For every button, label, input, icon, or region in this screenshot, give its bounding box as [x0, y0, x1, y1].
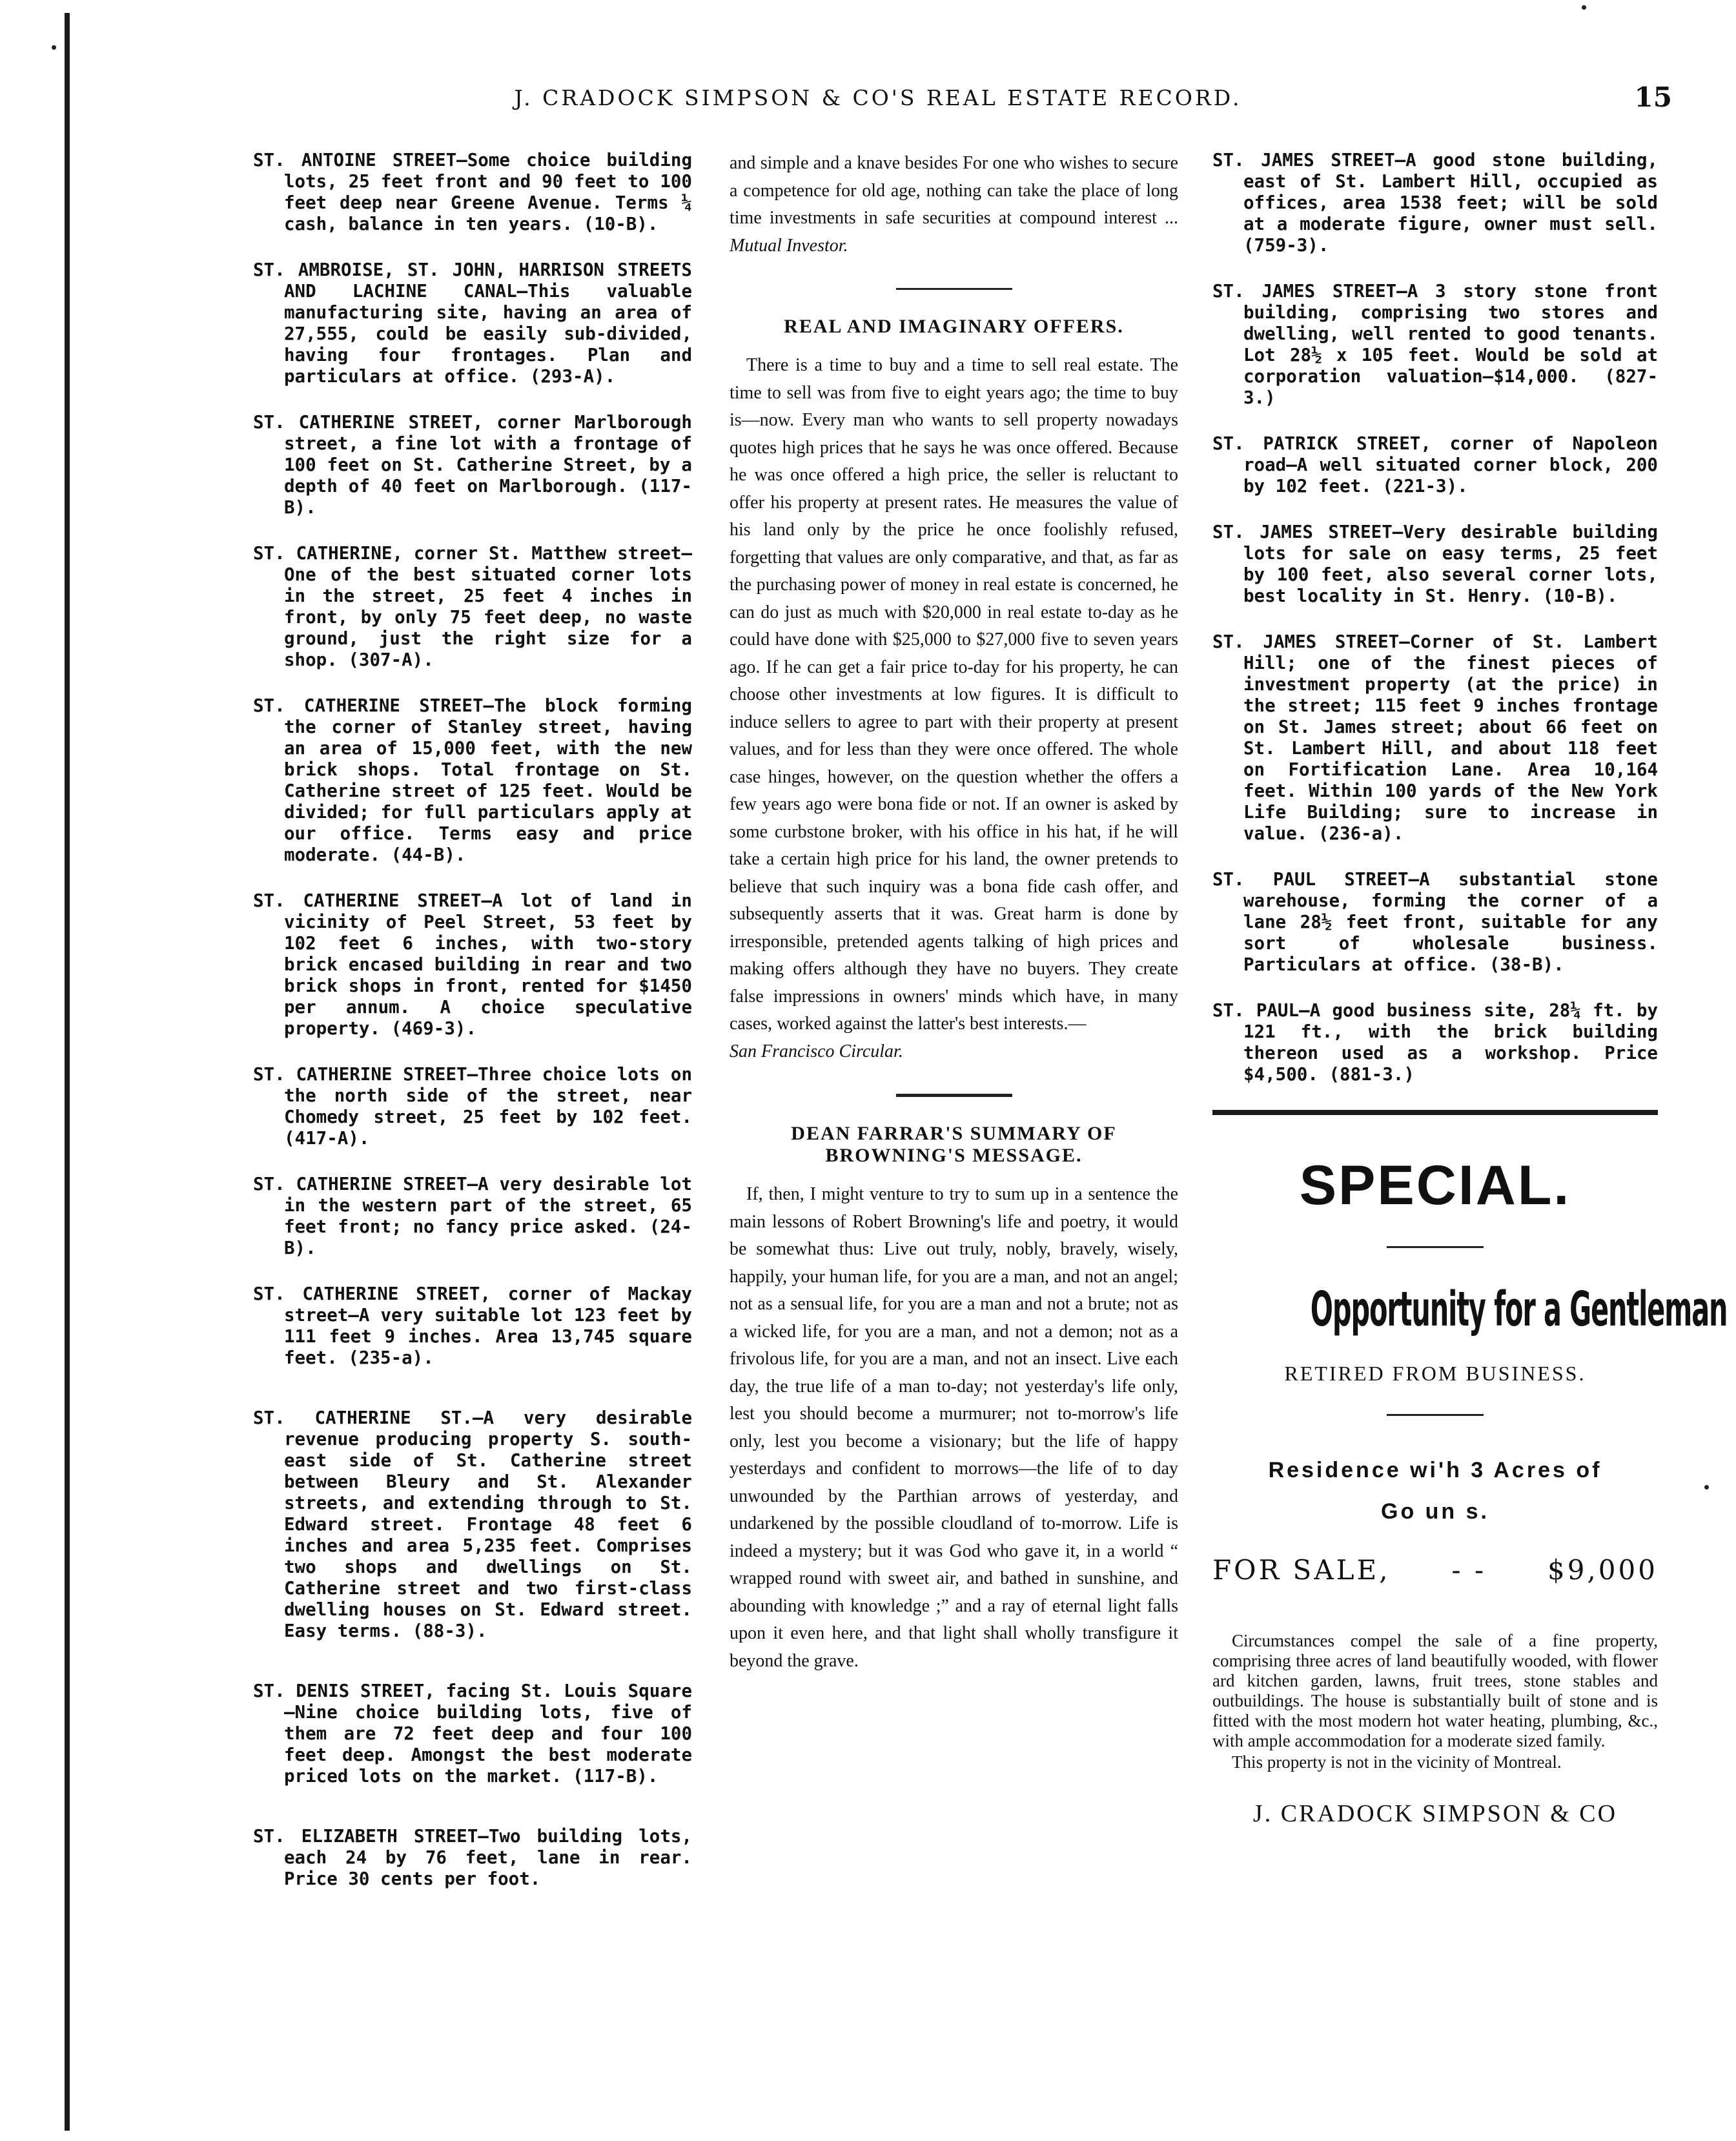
listing-st-james-3-story: ST. JAMES STREET—A 3 story stone front building, comprising two stores and dwelling, well rented to good tenants. Lot 28½ x 105 feet. Would be sold at corporation valuation—$14,000. (827-3.) [1212, 281, 1658, 408]
middle-column [730, 150, 1178, 1675]
special-divider [1387, 1246, 1484, 1248]
listing-st-antoine: ST. ANTOINE STREET—Some choice building lots, 25 feet front and 90 feet to 100 feet deep near Greene Avenue. Terms ¼ cash, balance in ten years. (10-B). [253, 150, 692, 234]
listing-st-elizabeth: ST. ELIZABETH STREET—Two building lots, each 24 by 76 feet, lane in rear. Price 30 cents per foot. [253, 1826, 692, 1889]
advertiser-signature: J. CRADOCK SIMPSON & CO [1252, 1800, 1618, 1827]
special-headline: Opportunity for a Gentleman [1310, 1282, 1728, 1337]
scan-speck [1582, 5, 1586, 10]
listing-st-catherine-stanley: ST. CATHERINE STREET—The block forming the corner of Stanley street, having an area of 15,000 feet, with the new brick shops. Total frontage on St. Catherine street of 125 feet. Would be divided; for full particulars apply at our office. Terms easy and price moderate. (44-B). [253, 695, 692, 865]
article-body-browning [730, 1181, 1178, 1675]
special-title: SPECIAL. [1299, 1154, 1571, 1216]
sale-label: FOR SALE, [1212, 1554, 1391, 1586]
listing-st-james-offices: ST. JAMES STREET—A good stone building, east of St. Lambert Hill, occupied as offices, area 1538 feet; will be sold at a moderate figure, owner must sell. (759-3). [1212, 150, 1658, 256]
listing-st-patrick: ST. PATRICK STREET, corner of Napoleon road—A well situated corner block, 200 by 102 feet. (221-3). [1212, 433, 1658, 497]
listing-st-catherine-marlborough: ST. CATHERINE STREET, corner Marlborough street, a fine lot with a frontage of 100 feet on St. Catherine Street, by a depth of 40 feet on Marlborough. (117-B). [253, 412, 692, 518]
article-text-offers: There is a time to buy and a time to sell real estate. The time to sell was from five to eight years ago; the time to buy is—now. Every man who wants to sell property nowadays quotes high prices that he says he was once offered. Because he was once offered a high price, the seller is reluctant to offer his property at present rates. He measures the value of his land only by the price he once foolishly refused, forgetting that values are only comparative, and that, as far as the purchasing power of money in real estate is concerned, he can do just as much with $20,000 in real estate to-day as he could have done with $25,000 to $27,000 five to seven years ago. If he can get a fair price to-day for his property, he can choose other investments at low figures. It is difficult to induce sellers to agree to part with their property at present values, and for less than they were once offered. The whole case hinges, however, on the question whether the offers a few years ago were bona fide or not. If an owner is asked by some curbstone broker, with his office in his hat, if he will take a certain high price for his land, the owner pretends to believe that such inquiry was a bona fide cash offer, and subsequently asserts that it was. Great harm is done by irresponsible, pretended agents talking of high prices and making offers although they have no buyers. They create false impressions in owners' minds which have, in many cases, worked against the latter's best interests.— [730, 355, 1178, 1034]
special-note: This property is not in the vicinity of Montreal. [1232, 1752, 1562, 1772]
listing-st-james-lambert: ST. JAMES STREET—Corner of St. Lambert Hill; one of the finest pieces of investment property (at the price) in the street; 115 feet 9 inches frontage on St. James street; about 66 feet on St. Lambert Hill, and about 118 feet on Fortification Lane. Area 10,164 feet. Within 100 yards of the New York Life Building; sure to increase in value. (236-a). [1212, 631, 1658, 844]
sale-price: $9,000 [1547, 1554, 1658, 1586]
special-line-grounds: Go un s. [1381, 1499, 1489, 1524]
article-attribution-offers: San Francisco Circular. [730, 1041, 903, 1061]
left-column [253, 150, 692, 1914]
listing-st-paul-warehouse: ST. PAUL STREET—A substantial stone warehouse, forming the corner of a lane 28½ feet front, suitable for any sort of wholesale business. Particulars at office. (38-B). [1212, 869, 1658, 975]
scan-speck [52, 45, 56, 50]
article-heading-offers: REAL AND IMAGINARY OFFERS. [784, 316, 1124, 337]
listing-st-paul-business: ST. PAUL—A good business site, 28¼ ft. by 121 ft., with the brick building thereon used as a workshop. Price $4,500. (881-3.) [1212, 1000, 1658, 1085]
left-margin-rule [65, 13, 70, 2131]
heavy-rule [1212, 1110, 1658, 1115]
listing-st-james-lots: ST. JAMES STREET—Very desirable building lots for sale on easy terms, 25 feet by 100 feet, also several corner lots, best locality in St. Henry. (10-B). [1212, 522, 1658, 606]
section-divider [896, 1094, 1012, 1097]
special-description: Circumstances compel the sale of a fine property, comprising three acres of land beautifully wooded, with flower ard kitchen garden, lawns, fruit trees, stone stables and outbuildings. The house is substantially built of stone and is fitted with the most modern hot water heating, plumbing, &c., with ample accommodation for a moderate sized family. [1212, 1631, 1658, 1750]
sale-dashes: - - [1451, 1554, 1487, 1586]
quote-attribution: Mutual Investor. [730, 235, 848, 256]
right-column [1212, 150, 1728, 1828]
special-line-residence: Residence wi'h 3 Acres of [1268, 1458, 1602, 1482]
listing-st-ambroise: ST. AMBROISE, ST. JOHN, HARRISON STREETS AND LACHINE CANAL—This valuable manufacturing site, having an area of 27,555, could be easily sub-divided, having four frontages. Plan and particulars at office. (293-A). [253, 260, 692, 387]
listing-st-catherine-revenue: ST. CATHERINE ST.—A very desirable revenue producing property S. south-east side of St. Catherine street between Bleury and St. Alexander streets, and extending through to St. Edward street. Frontage 48 feet 6 inches and area 5,235 feet. Comprises two shops and dwellings on St. Catherine street and two first-class dwelling houses on St. Edward street. Easy terms. (88-3). [253, 1408, 692, 1641]
listing-st-denis: ST. DENIS STREET, facing St. Louis Square—Nine choice building lots, five of them are 72 feet deep and four 100 feet deep. Amongst the best moderate priced lots on the market. (117-B). [253, 1681, 692, 1787]
listing-st-catherine-mackay: ST. CATHERINE STREET, corner of Mackay street—A very suitable lot 123 feet by 111 feet 9 inches. Area 13,745 square feet. (235-a). [253, 1284, 692, 1368]
quote-continuation [730, 150, 1178, 260]
section-divider [896, 288, 1012, 290]
listing-st-catherine-peel: ST. CATHERINE STREET—A lot of land in vicinity of Peel Street, 53 feet by 102 feet 6 inches, with two-story brick encased building in rear and two brick shops in front, rented for $1450 per annum. A choice speculative property. (469-3). [253, 890, 692, 1039]
article-body-offers [730, 352, 1178, 1065]
page-number: 15 [1634, 81, 1672, 113]
article-heading-browning: DEAN FARRAR'S SUMMARY OF BROWNING'S MESSAGE. [791, 1123, 1117, 1166]
listing-st-catherine-chomedy: ST. CATHERINE STREET—Three choice lots on the north side of the street, near Chomedy street, 25 feet by 102 feet. (417-A). [253, 1064, 692, 1149]
special-divider [1387, 1414, 1484, 1416]
special-subline: RETIRED FROM BUSINESS. [1284, 1362, 1586, 1385]
scan-speck [1704, 1485, 1709, 1490]
special-advertisement [1212, 1154, 1728, 1828]
quote-text: and simple and a knave besides For one who wishes to secure a competence for old age, nothing can take the place of long time investments in safe securities at compound interest ... [730, 153, 1178, 228]
page-header [84, 81, 1672, 124]
listing-st-catherine-western: ST. CATHERINE STREET—A very desirable lot in the western part of the street, 65 feet front; no fancy price asked. (24-B). [253, 1174, 692, 1258]
listing-st-catherine-st-matthew: ST. CATHERINE, corner St. Matthew street—One of the best situated corner lots in the street, 25 feet 4 inches in front, by only 75 feet deep, no waste ground, just the right size for a shop. (307-A). [253, 543, 692, 670]
running-title: J. CRADOCK SIMPSON & CO'S REAL ESTATE RECORD. [514, 85, 1242, 110]
sale-row [1212, 1554, 1658, 1586]
article-text-browning: If, then, I might venture to try to sum up in a sentence the main lessons of Robert Browning's life and poetry, it would be somewhat thus: Live out truly, nobly, bravely, wisely, happily, your human life, for you are a man, and not an angel; not as a sensual life, for you are a man and not a brute; not as a wicked life, for you are a man, and not a demon; not as a frivolous life, for you are a man, and not an insect. Live each day, the true life of a man to-day; not yesterday's life only, lest you should become a murmurer; not to-morrow's life only, lest you become a visionary; but the life of happy yesterdays and confident to morrows—the life of to day unwounded by the Parthian arrows of yesterday, and undarkened by the possible cloudland of to-morrow. Life is indeed a mystery; but it was God who gave it, in a world “ wrapped round with sweet air, and bathed in sunshine, and abounding with knowledge ;” and a ray of eternal light falls upon it even here, and that light shall wholly transfigure it beyond the grave. [730, 1184, 1178, 1671]
